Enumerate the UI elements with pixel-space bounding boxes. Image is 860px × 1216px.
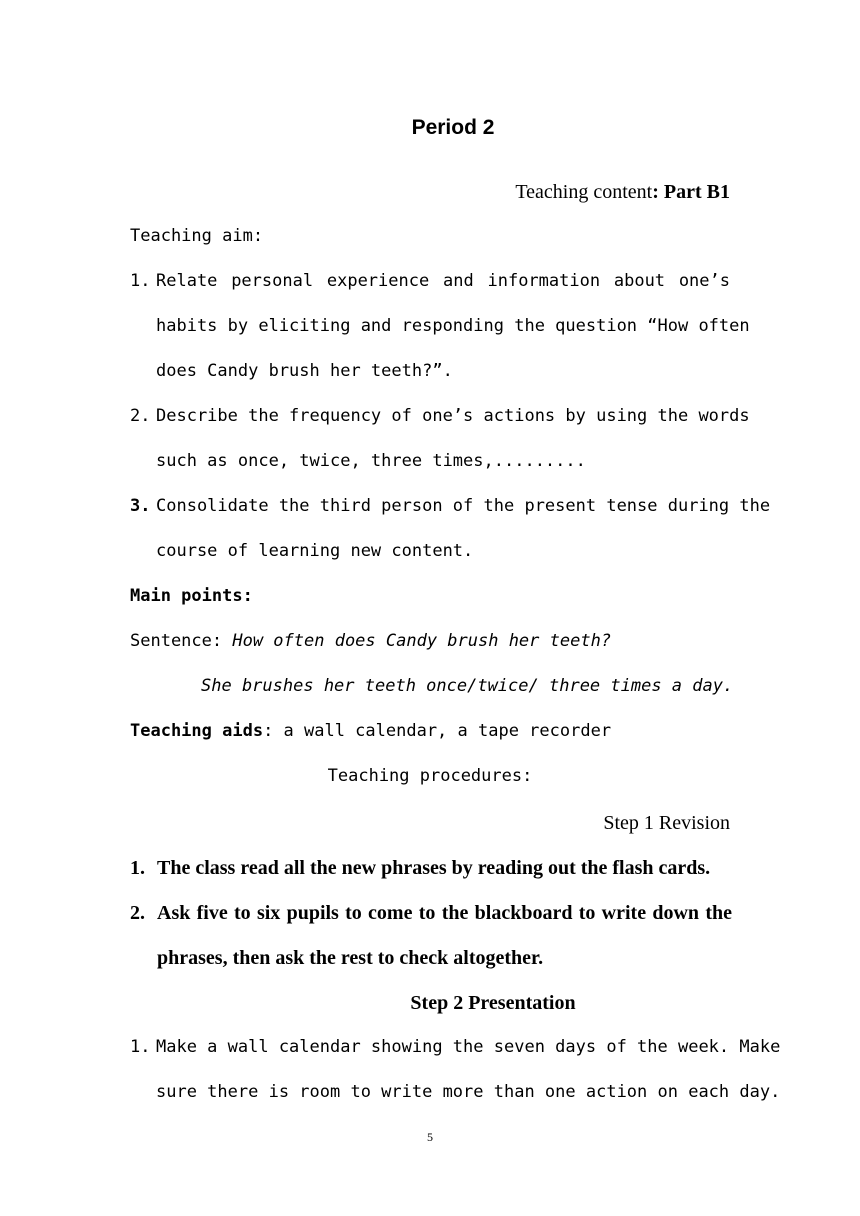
step-2-item-1-number: 1. xyxy=(130,1037,151,1057)
step-1-item-1-number: 1. xyxy=(130,857,145,879)
step-1-item-2-line-2: phrases, then ask the rest to check altogether. xyxy=(157,947,544,969)
step-1-item-2-number: 2. xyxy=(130,902,145,924)
step-1-heading: Step 1 Revision xyxy=(603,812,730,834)
step-2-heading: Step 2 Presentation xyxy=(410,992,576,1014)
sentence-label: Sentence: xyxy=(130,631,233,651)
aim-item-3-number: 3. xyxy=(130,496,151,516)
teaching-aim-heading: Teaching aim: xyxy=(130,226,264,246)
aim-item-1-number: 1. xyxy=(130,271,151,291)
teaching-content-label: Teaching content xyxy=(515,181,653,203)
aim-item-2-line-2: such as once, twice, three times,......... xyxy=(156,451,586,471)
sentence-line xyxy=(130,633,611,650)
teaching-content-colon: : xyxy=(652,181,659,203)
step-1-item-1-line-1: The class read all the new phrases by reading out the flash cards. xyxy=(157,857,711,879)
step-2-item-1-line-2: sure there is room to write more than one action on each day. xyxy=(156,1082,781,1102)
aim-item-1-line-3: does Candy brush her teeth?”. xyxy=(156,361,453,381)
teaching-aids-line xyxy=(130,723,611,740)
aim-item-1-line-1: Relate personal experience and information about one’s xyxy=(156,271,730,291)
procedures-heading: Teaching procedures: xyxy=(327,766,533,786)
aim-item-2-line-1: Describe the frequency of one’s actions by using the words xyxy=(156,406,750,426)
aim-item-3-line-2: course of learning new content. xyxy=(156,541,474,561)
teaching-content-line xyxy=(515,182,730,202)
teaching-aids-value: : a wall calendar, a tape recorder xyxy=(263,721,612,741)
step-1-item-2-line-1: Ask five to six pupils to come to the blackboard to write down the xyxy=(157,902,732,924)
aim-item-2-number: 2. xyxy=(130,406,151,426)
aim-item-1-line-2: habits by eliciting and responding the question “How often xyxy=(156,316,750,336)
sentence-answer: She brushes her teeth once/twice/ three times a day. xyxy=(201,676,734,696)
page-number: 5 xyxy=(427,1130,433,1144)
page-title: Period 2 xyxy=(411,116,495,139)
teaching-content-value: Part B1 xyxy=(658,181,730,203)
aim-item-3-line-1: Consolidate the third person of the present tense during the xyxy=(156,496,771,516)
main-points-heading: Main points: xyxy=(130,586,253,606)
teaching-aids-label: Teaching aids xyxy=(130,721,264,741)
step-2-item-1-line-1: Make a wall calendar showing the seven days of the week. Make xyxy=(156,1037,781,1057)
sentence-question: How often does Candy brush her teeth? xyxy=(232,631,612,651)
